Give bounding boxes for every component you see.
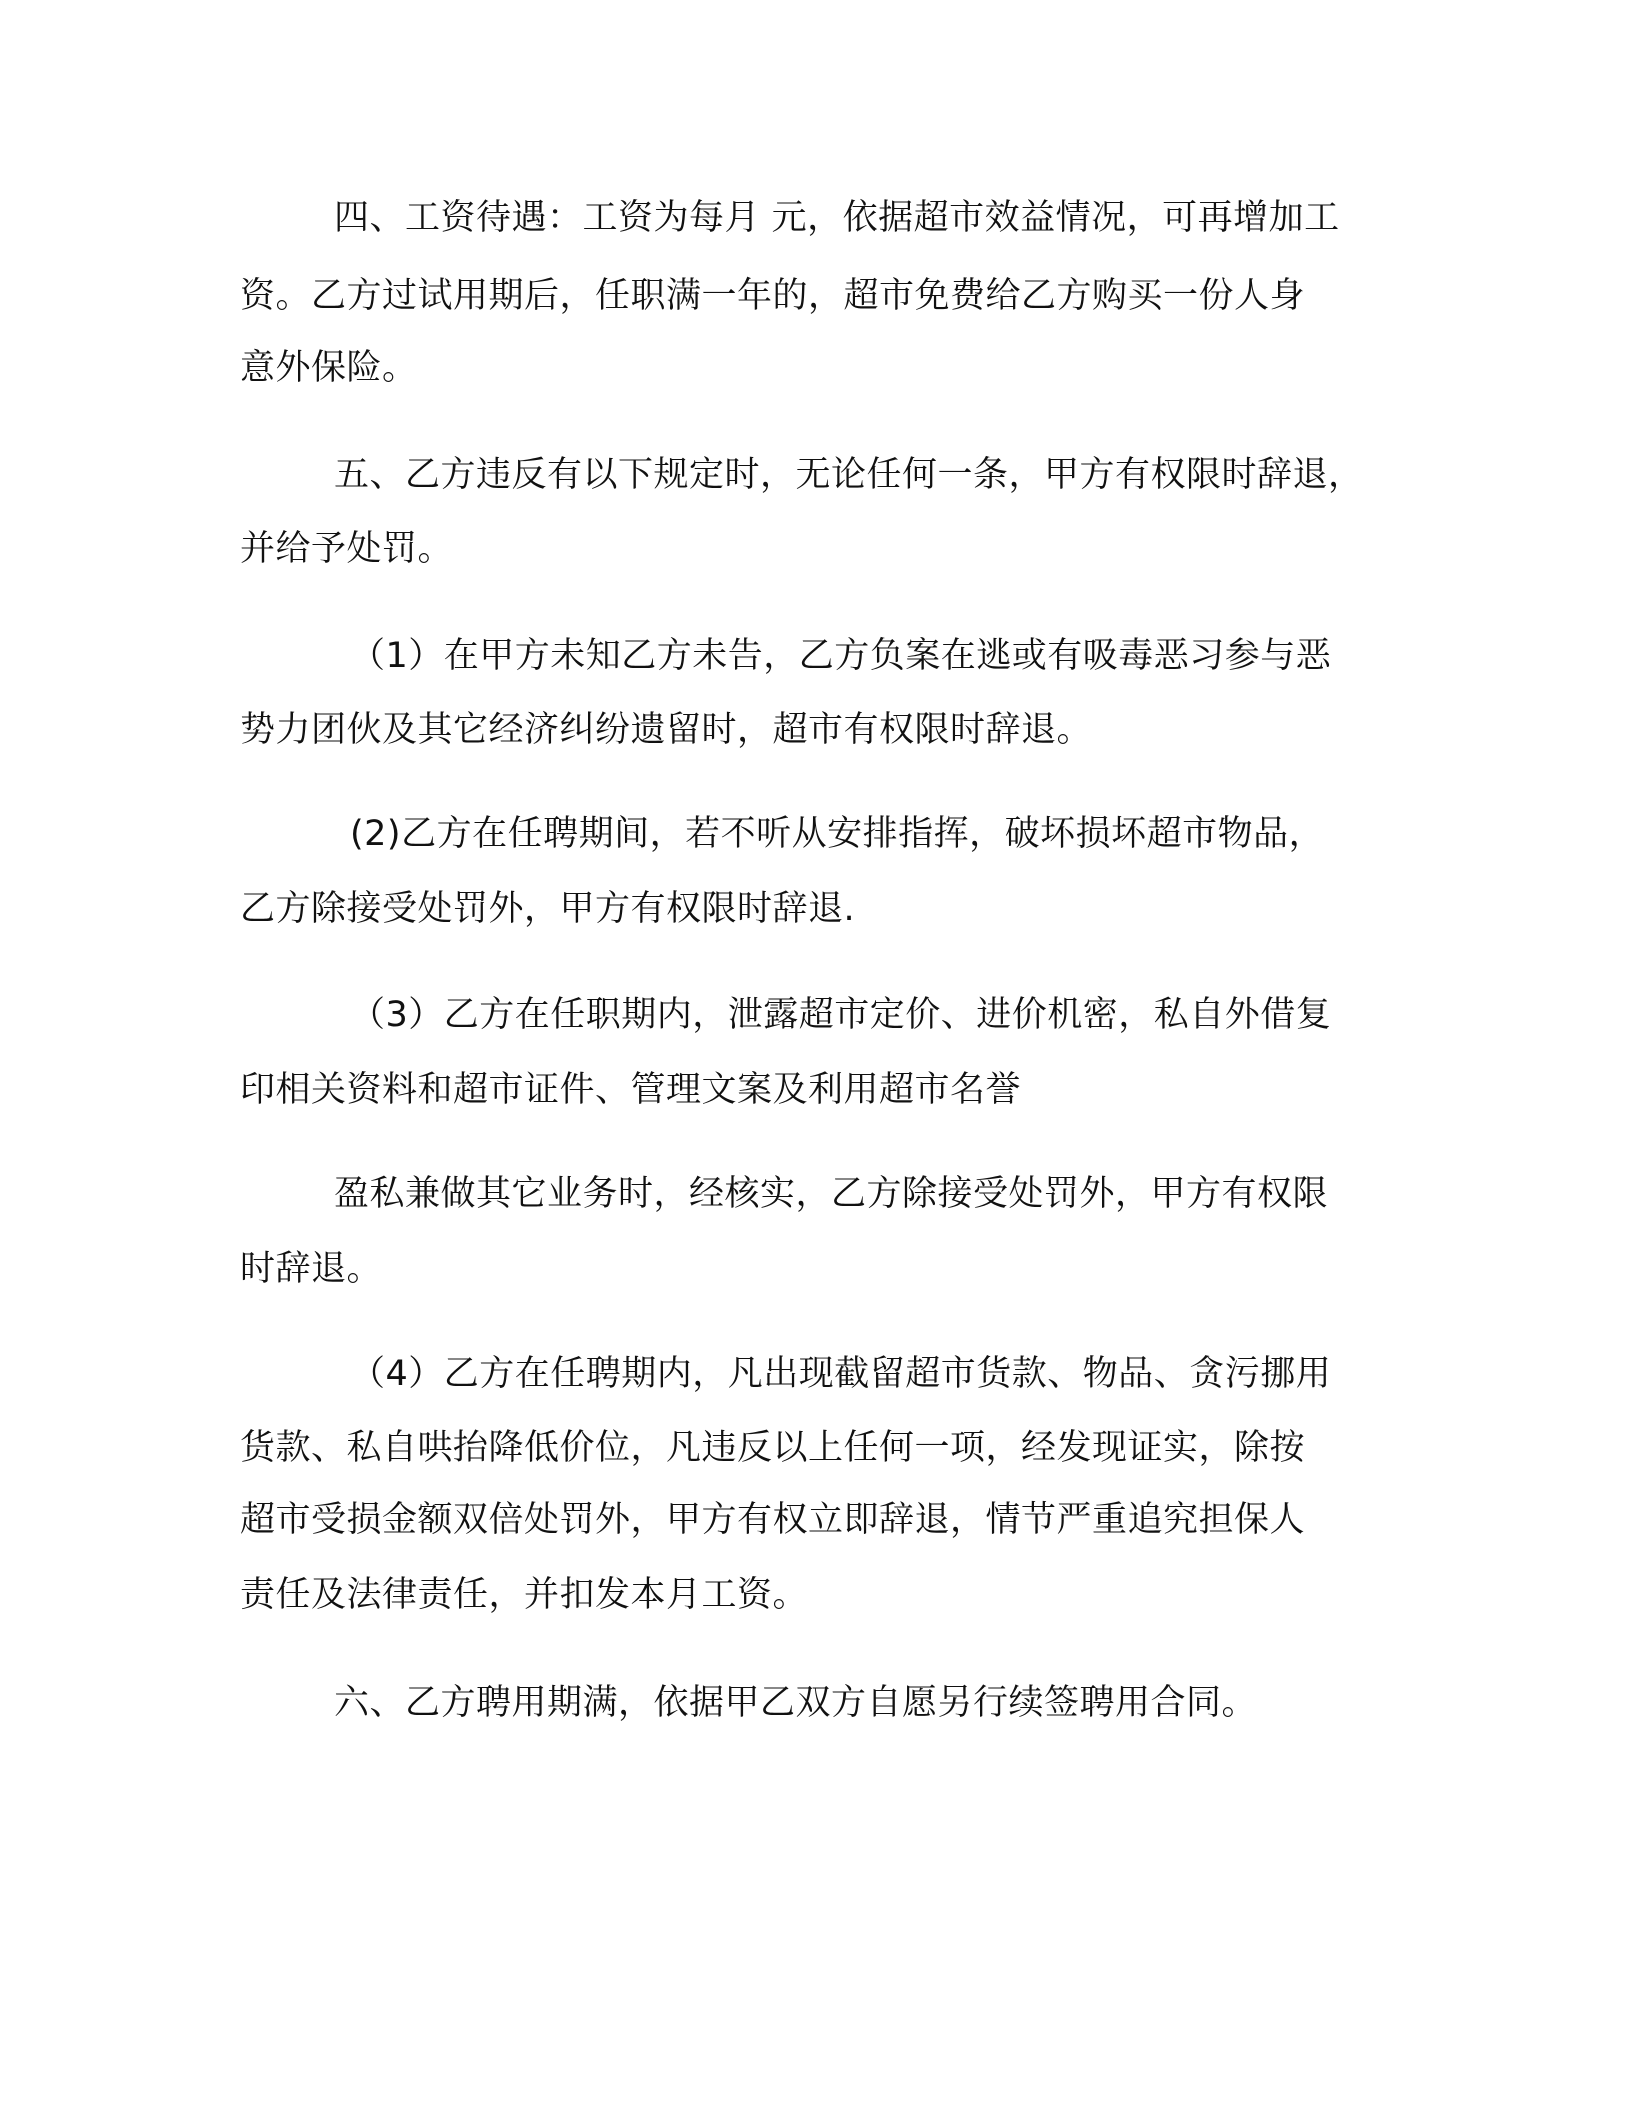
item-2-line-2: 乙方除接受处罚外，甲方有权限时辞退. [240,889,856,929]
section-4-line-1: 四、工资待遇：工资为每月 元，依据超市效益情况，可再增加工 [334,198,1340,238]
section-5-line-1: 五、乙方违反有以下规定时，无论任何一条，甲方有权限时辞退， [334,455,1364,495]
item-3-line-2: 印相关资料和超市证件、管理文案及利用超市名誉 [240,1070,1022,1110]
item-4-line-4: 责任及法律责任，并扣发本月工资。 [240,1575,809,1615]
item-4-line-2: 货款、私自哄抬降低价位，凡违反以上任何一项，经发现证实，除按 [240,1428,1306,1468]
item-4-line-3: 超市受损金额双倍处罚外，甲方有权立即辞退，情节严重追究担保人 [240,1500,1306,1540]
item-3-line-3: 盈私兼做其它业务时，经核实，乙方除接受处罚外，甲方有权限 [334,1174,1329,1214]
item-1-line-2: 势力团伙及其它经济纠纷遗留时，超市有权限时辞退。 [240,710,1093,750]
item-1-line-1: （1）在甲方未知乙方未告，乙方负案在逃或有吸毒恶习参与恶 [350,636,1332,676]
section-6-line-1: 六、乙方聘用期满，依据甲乙双方自愿另行续签聘用合同。 [334,1683,1258,1723]
section-5-line-2: 并给予处罚。 [240,529,454,569]
item-3-line-4: 时辞退。 [240,1249,383,1289]
item-2-line-1: (2)乙方在任聘期间，若不听从安排指挥，破坏损坏超市物品， [350,814,1325,854]
section-4-line-2: 资。乙方过试用期后，任职满一年的，超市免费给乙方购买一份人身 [240,276,1306,316]
item-3-line-1: （3）乙方在任职期内，泄露超市定价、进价机密，私自外借复 [350,995,1332,1035]
item-4-line-1: （4）乙方在任聘期内，凡出现截留超市货款、物品、贪污挪用 [350,1354,1332,1394]
section-4-line-3: 意外保险。 [240,348,418,388]
